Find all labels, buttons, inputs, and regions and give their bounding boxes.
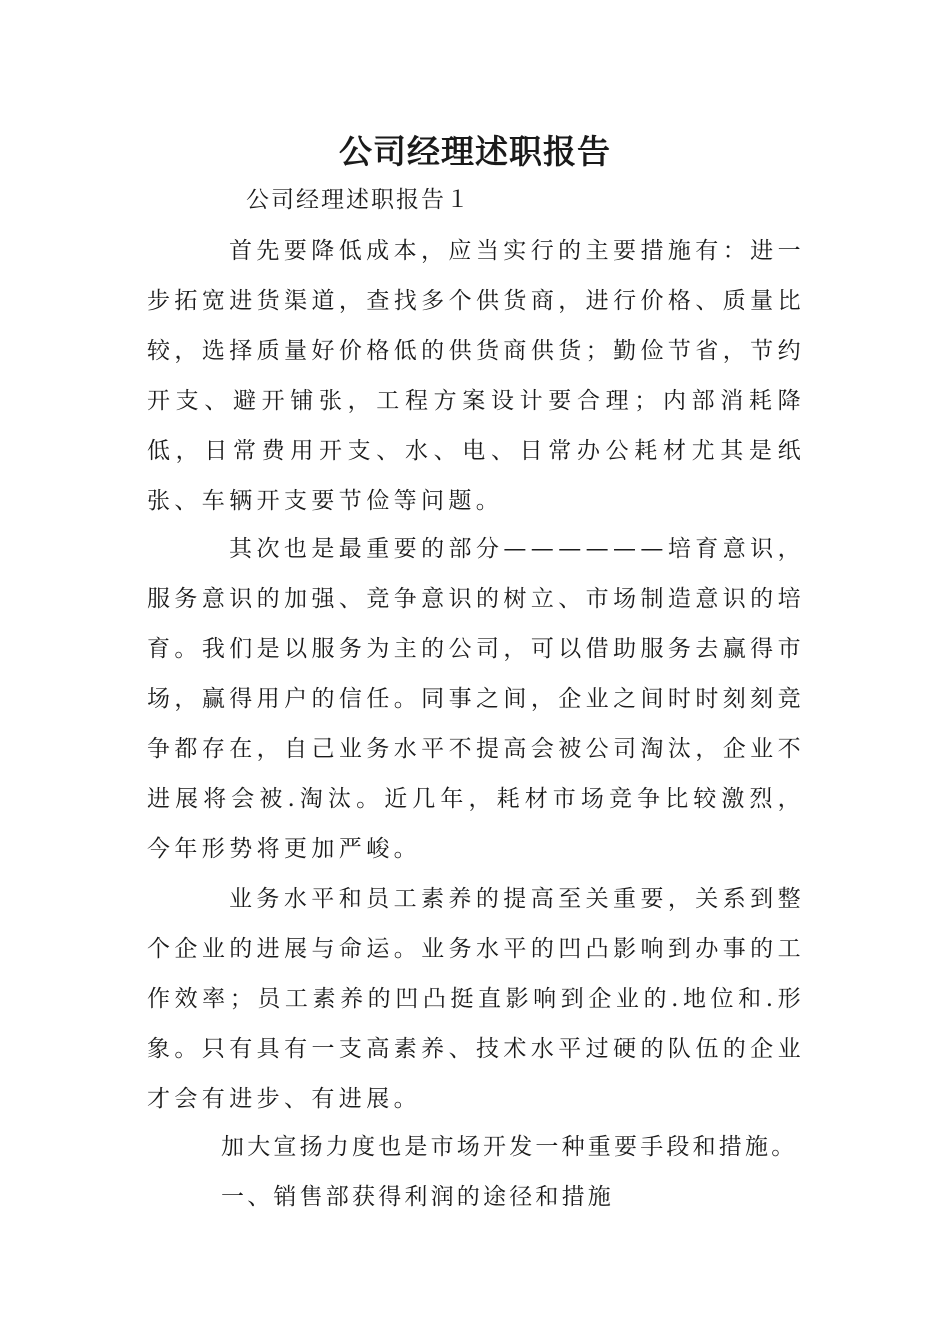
paragraph-staff-quality: 业务水平和员工素养的提高至关重要，关系到整个企业的进展与命运。业务水平的凹凸影响到办事的工作效率；员工素养的凹凸挺直影响到企业的.地位和.形象。只有具有一支高素养、技术水平过硬的队伍的企业才会有进步、有进展。: [147, 886, 805, 1112]
section-heading-sales: 一、销售部获得利润的途径和措施: [221, 1184, 614, 1210]
paragraph-cost-reduction: 首先要降低成本，应当实行的主要措施有：进一步拓宽进货渠道，查找多个供货商，进行价格、质量比较，选择质量好价格低的供货商供货；勤俭节省，节约开支、避开铺张，工程方案设计要合理；内部消耗降低，日常费用开支、水、电、日常办公耗材尤其是纸张、车辆开支要节俭等问题。: [147, 238, 805, 514]
paragraph-awareness: 其次也是最重要的部分——————培育意识，服务意识的加强、竞争意识的树立、市场制造意识的培育。我们是以服务为主的公司，可以借助服务去赢得市场，赢得用户的信任。同事之间，企业之间时时刻刻竞争都存在，自己业务水平不提高会被公司淘汰，企业不进展将会被.淘汰。近几年，耗材市场竞争比较激烈，今年形势将更加严峻。: [147, 536, 805, 862]
document-subtitle: 公司经理述职报告１: [246, 187, 471, 213]
paragraph-publicity: 加大宣扬力度也是市场开发一种重要手段和措施。: [221, 1134, 798, 1160]
document-title: 公司经理述职报告: [339, 132, 611, 171]
